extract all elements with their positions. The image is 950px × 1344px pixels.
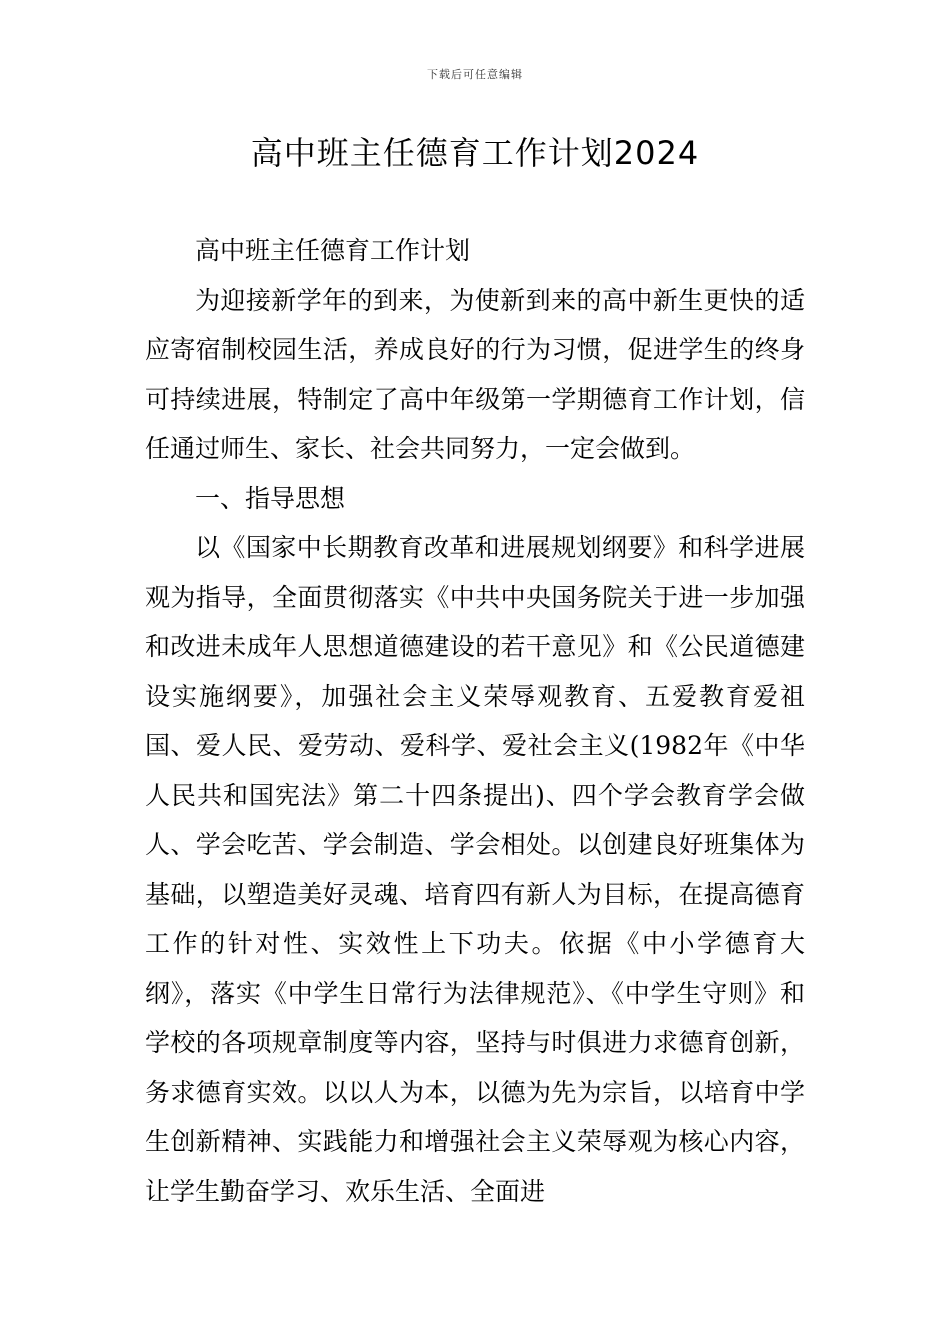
section-heading: 一、指导思想 [195, 483, 346, 513]
document-title: 高中班主任德育工作计划2024 [250, 134, 700, 172]
document-body [145, 226, 805, 1216]
subtitle-paragraph: 高中班主任德育工作计划 [195, 236, 471, 265]
header-note: 下载后可任意编辑 [427, 68, 523, 81]
intro-paragraph: 为迎接新学年的到来，为使新到来的高中新生更快的适应寄宿制校园生活，养成良好的行为习惯，促进学生的终身可持续进展，特制定了高中年级第一学期德育工作计划，信任通过师生、家长、社会共同努力，一定会做到。 [145, 285, 805, 463]
guiding-ideology-paragraph: 以《国家中长期教育改革和进展规划纲要》和科学进展观为指导，全面贯彻落实《中共中央国务院关于进一步加强和改进未成年人思想道德建设的若干意见》和《公民道德建设实施纲要》，加强社会主义荣辱观教育、五爱教育爱祖国、爱人民、爱劳动、爱科学、爱社会主义(1982年《中华人民共和国宪法》第二十四条提出)、四个学会教育学会做人、学会吃苦、学会制造、学会相处。以创建良好班集体为基础，以塑造美好灵魂、培育四有新人为目标，在提高德育工作的针对性、实效性上下功夫。依据《中小学德育大纲》，落实《中学生日常行为法律规范》、《中学生守则》和学校的各项规章制度等内容，坚持与时俱进力求德育创新，务求德育实效。以以人为本，以德为先为宗旨，以培育中学生创新精神、实践能力和增强社会主义荣辱观为核心内容，让学生勤奋学习、欢乐生活、全面进 [145, 533, 805, 1206]
